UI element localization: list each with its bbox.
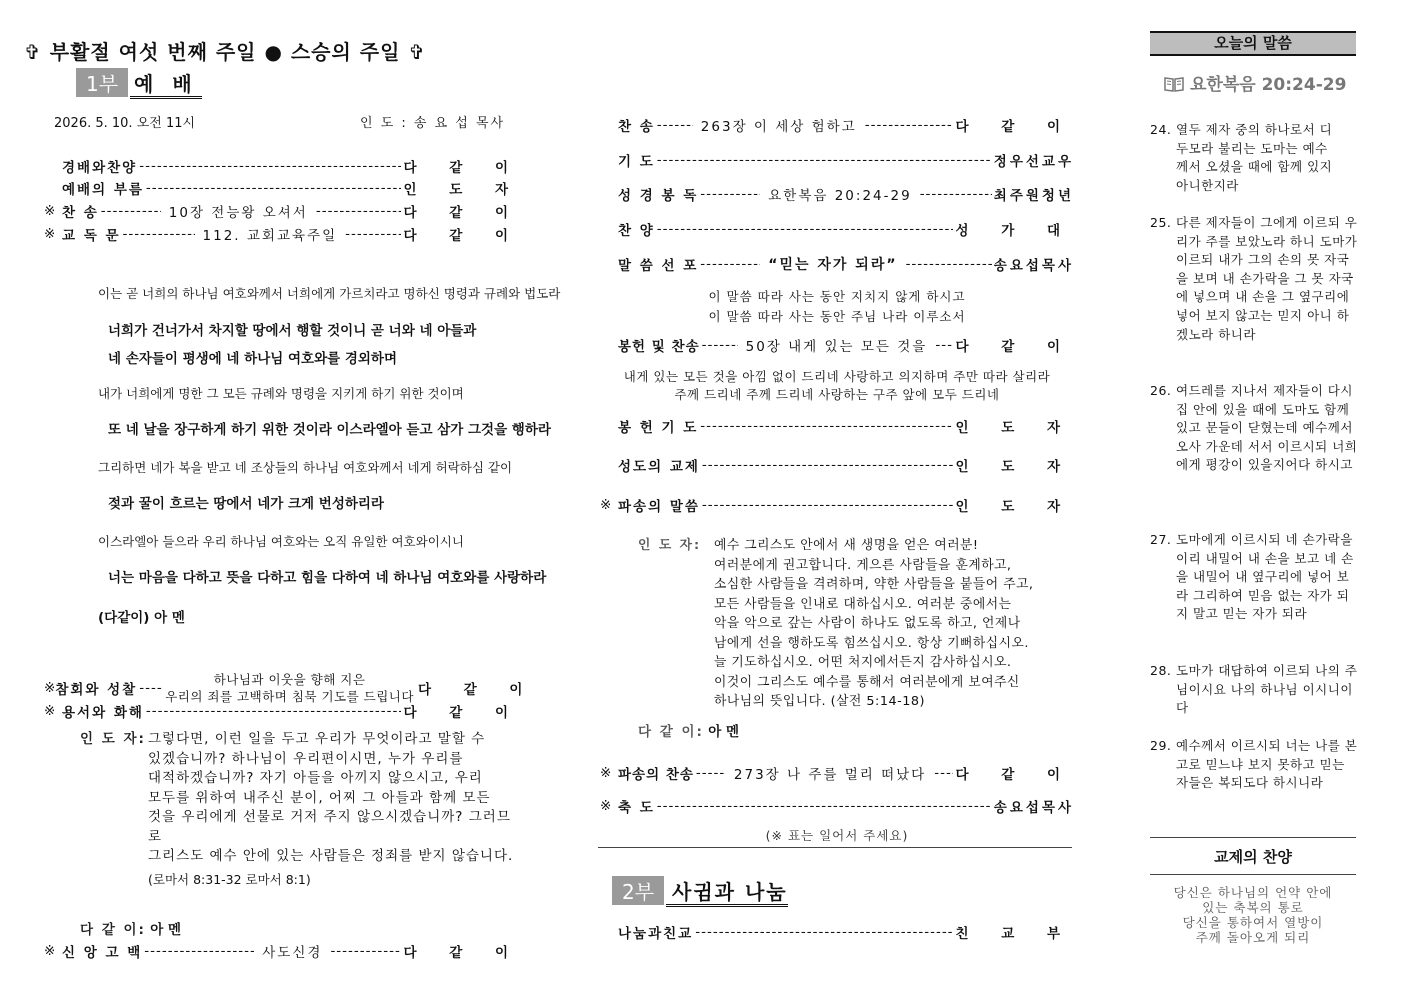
todays-word-header: 오늘의 말씀 bbox=[1150, 31, 1356, 56]
order-who: 인 도 자 bbox=[403, 182, 522, 198]
sending-line: 모든 사람들을 인내로 대하십시오. 여러분 중에서는 bbox=[714, 596, 1012, 612]
order-item-prayer bbox=[600, 150, 1074, 170]
sending-line: 소심한 사람들을 격려하며, 약한 사람들을 붙들어 주고, bbox=[714, 577, 1034, 592]
responsive-line: 이스라엘아 들으라 우리 하나님 여호와는 오직 유일한 여호와이시니 bbox=[98, 534, 464, 549]
order-who: 인 도 자 bbox=[955, 459, 1074, 475]
divider bbox=[1150, 837, 1356, 838]
order-item-choir bbox=[600, 219, 1074, 239]
divider bbox=[598, 847, 1072, 848]
order-label: 용서와 화해 bbox=[62, 705, 144, 721]
verse-27: 27. 도마에게 이르시되 네 손가락을 이리 내밀어 내 손을 보고 네 손을 내밀어 내 옆구리에 넣어 보라 그리하여 믿음 없는 자가 되지 말고 믿는 자가 되라 bbox=[1150, 532, 1354, 622]
order-mid: 사도신경 bbox=[262, 945, 323, 961]
order-who: 정우선교우 bbox=[993, 154, 1074, 170]
order-label: 찬 송 bbox=[62, 205, 99, 221]
order-item-fellowship bbox=[600, 455, 1074, 475]
responsive-line: 네 손자들이 평생에 네 하나님 여호와를 경외하며 bbox=[108, 351, 398, 367]
order-who: 다 같 이 bbox=[403, 228, 522, 244]
part1-tag: 1부 bbox=[76, 68, 128, 97]
order-item-hymn: ※ 찬 송 ----- 10장 전능왕 오셔서 ----- 다 같 이 bbox=[44, 201, 522, 221]
order-who: 최주원청년 bbox=[993, 188, 1074, 204]
sending-amen: 다 같 이: 아 멘 bbox=[638, 724, 740, 740]
order-who: 인 도 자 bbox=[955, 499, 1074, 515]
order-item-call bbox=[44, 178, 522, 198]
part2-tag: 2부 bbox=[612, 876, 664, 905]
fellowship-hymn-title: 교제의 찬양 bbox=[1214, 848, 1292, 866]
scripture-reference: 요한복음 20:24-29 bbox=[1164, 70, 1346, 97]
order-label: 봉헌 및 찬송 bbox=[618, 339, 700, 355]
order-item-confession: ※ 참회와 성찰 ----- 하나님과 이웃을 향해 지은 우리의 죄를 고백하며 침묵 기도를 드립니다 다 같 이 bbox=[44, 671, 522, 705]
bulletin-title: ✞ 부활절 여섯 번째 주일 ● 스승의 주일 ✞ bbox=[24, 40, 427, 64]
pardon-leader-label: 인 도 자: bbox=[80, 731, 146, 747]
book-icon bbox=[1164, 76, 1184, 97]
sending-line: 이것이 그리스도 예수를 통해서 여러분에게 보여주신 bbox=[714, 674, 1020, 690]
divider bbox=[1150, 874, 1356, 875]
order-label: 기 도 bbox=[618, 154, 655, 170]
part2-heading bbox=[612, 876, 788, 905]
order-item-fellowship-sharing bbox=[600, 922, 1074, 942]
responsive-line: 내가 너희에게 명한 그 모든 규례와 명령을 지키게 하기 위한 것이며 bbox=[98, 386, 464, 401]
part1-name: 예 배 bbox=[130, 72, 202, 99]
part1-heading bbox=[76, 68, 202, 97]
order-item-offering-prayer bbox=[600, 416, 1074, 436]
part2-name: 사귐과 나눔 bbox=[666, 880, 788, 907]
order-label: 성 경 봉 독 bbox=[618, 188, 699, 204]
responsive-line: 너희가 건너가서 차지할 땅에서 행할 것이니 곧 너와 네 아들과 bbox=[108, 323, 477, 339]
order-item-responsive: ※ 교 독 문 ----- 112. 교회교육주일 ----- 다 같 이 bbox=[44, 224, 522, 244]
order-mid: 263장 이 세상 험하고 bbox=[700, 119, 857, 135]
order-label: 찬 양 bbox=[618, 223, 655, 239]
service-date: 2026. 5. 10. 오전 11시 bbox=[54, 116, 196, 131]
order-label: 예배의 부름 bbox=[62, 182, 144, 198]
pardon-amen: 다 같 이: 아 멘 bbox=[80, 922, 182, 938]
order-who: 친 교 부 bbox=[955, 926, 1074, 942]
order-label: 파송의 찬송 bbox=[618, 767, 694, 783]
sending-leader-block bbox=[638, 536, 1074, 712]
order-who: 성 가 대 bbox=[955, 223, 1074, 239]
order-item-sending-word: ※ 파송의 말씀 ----- 인 도 자 bbox=[600, 495, 1074, 515]
pardon-line: 그렇다면, 이런 일을 두고 우리가 무엇이라고 말할 수 bbox=[148, 731, 486, 747]
stand-note: (※ 표는 일어서 주세요) bbox=[765, 828, 909, 843]
order-item-hymn-2 bbox=[600, 115, 1074, 135]
order-mid: 50장 내게 있는 모든 것을 bbox=[745, 339, 928, 355]
order-item-pardon: ※ 용서와 화해 ----- 다 같 이 bbox=[44, 701, 522, 721]
order-who: 다 같 이 bbox=[955, 339, 1074, 355]
verse-24: 24. 열두 제자 중의 하나로서 디두모라 불리는 도마는 예수께서 오셨을 때에 함께 있지 아니한지라 bbox=[1150, 122, 1333, 193]
sending-line: 남에게 선을 행하도록 힘쓰십시오. 항상 기뻐하십시오. bbox=[714, 635, 1029, 651]
order-who: 인 도 자 bbox=[955, 420, 1074, 436]
verse-28: 28. 도마가 대답하여 이르되 나의 주님이시요 나의 하나님 이시니이다 bbox=[1150, 663, 1358, 716]
order-label: 참회와 성찰 bbox=[55, 682, 138, 698]
order-label: 찬 송 bbox=[618, 119, 655, 135]
responsive-line: 그리하면 네가 복을 받고 네 조상들의 하나님 여호와께서 네게 허락하심 같이 bbox=[98, 460, 513, 475]
responsive-line: 젖과 꿀이 흐르는 땅에서 네가 크게 번성하리라 bbox=[108, 496, 384, 512]
sending-line: 하나님의 뜻입니다. (살전 5:14-18) bbox=[714, 694, 926, 709]
sermon-response-1: 이 말씀 따라 사는 동안 지치지 않게 하시고 bbox=[708, 289, 966, 304]
order-mid: 112. 교회교육주일 bbox=[202, 228, 338, 244]
pardon-line: 그리스도 예수 안에 있는 사람들은 정죄를 받지 않습니다. bbox=[148, 848, 514, 864]
order-label: 성도의 교제 bbox=[618, 459, 700, 475]
order-who: 다 같 이 bbox=[955, 119, 1074, 135]
order-label: 축 도 bbox=[618, 800, 655, 816]
offering-hymn-line-1: 내게 있는 모든 것을 아낌 없이 드리네 사랑하고 의지하며 주만 따라 살리라 bbox=[623, 369, 1051, 384]
service-leader: 인 도 : 송 요 섭 목사 bbox=[360, 116, 506, 131]
pardon-line: 대적하겠습니까? 자기 아들을 아끼지 않으시고, 우리 bbox=[148, 770, 483, 786]
order-mid: 273장 나 주를 멀리 떠났다 bbox=[733, 767, 927, 783]
order-who: 다 같 이 bbox=[403, 945, 522, 961]
responsive-line: 이는 곧 너희의 하나님 여호와께서 너희에게 가르치라고 명하신 명령과 규례와 법도라 bbox=[98, 286, 561, 301]
order-item-offering bbox=[600, 335, 1074, 355]
order-who: 다 같 이 bbox=[403, 205, 522, 221]
order-who: 송요섭목사 bbox=[993, 258, 1074, 274]
order-who: 다 같 이 bbox=[417, 682, 537, 698]
order-who: 송요섭목사 bbox=[993, 800, 1074, 816]
order-item-benediction: ※ 축 도 ----- 송요섭목사 bbox=[600, 796, 1074, 816]
order-label: 나눔과친교 bbox=[618, 926, 694, 942]
confession-line-2: 우리의 죄를 고백하며 침묵 기도를 드립니다 bbox=[165, 689, 414, 704]
offering-hymn-line-2: 주께 드리네 주께 드리네 사랑하는 구주 앞에 모두 드리네 bbox=[674, 387, 1000, 402]
sending-line: 여러분에게 권고합니다. 게으른 사람들을 훈계하고, bbox=[714, 557, 1012, 573]
sending-leader-label: 인 도 자: bbox=[638, 538, 702, 553]
responsive-line: 너는 마음을 다하고 뜻을 다하고 힘을 다하여 네 하나님 여호와를 사랑하라 bbox=[108, 570, 547, 586]
pardon-reference: (로마서 8:31-32 로마서 8:1) bbox=[148, 872, 311, 887]
order-label: 교 독 문 bbox=[62, 228, 121, 244]
sermon-title: “믿는 자가 되라” bbox=[768, 257, 898, 273]
sending-line: 악을 악으로 갚는 사람이 하나도 없도록 하고, 언제나 bbox=[714, 616, 1021, 631]
pardon-line: 있겠습니까? 하나님이 우리편이시면, 누가 우리를 bbox=[148, 750, 464, 767]
sermon-response-2: 이 말씀 따라 사는 동안 주님 나라 이루소서 bbox=[708, 309, 966, 324]
order-mid: 10장 전능왕 오셔서 bbox=[168, 205, 308, 221]
sending-line: 늘 기도하십시오. 어떤 처지에서든지 감사하십시오. bbox=[714, 655, 1012, 670]
responsive-amen: (다같이) 아 멘 bbox=[98, 610, 185, 626]
order-mid: 요한복음 20:24-29 bbox=[768, 188, 912, 204]
pardon-line: 모두를 위하여 내주신 분이, 어찌 그 아들과 함께 모든 bbox=[148, 789, 491, 806]
order-item-sermon bbox=[600, 254, 1074, 274]
confession-line-1: 하나님과 이웃을 향해 지은 bbox=[213, 672, 366, 687]
pardon-leader-block bbox=[80, 730, 520, 867]
order-who: 다 같 이 bbox=[403, 160, 522, 176]
order-item-sending-hymn: ※ 파송의 찬송 ----- 273장 나 주를 멀리 떠났다 ----- 다 같 이 bbox=[600, 763, 1074, 783]
sending-line: 예수 그리스도 안에서 새 생명을 얻은 여러분! bbox=[714, 538, 979, 553]
order-label: 파송의 말씀 bbox=[618, 499, 700, 515]
verse-26: 26. 여드레를 지나서 제자들이 다시 집 안에 있을 때에 도마도 함께 있고 문들이 닫혔는데 예수께서 오사 가운데 서서 이르시되 너희에게 평강이 있을지어다 하시고 bbox=[1150, 383, 1358, 473]
order-who: 다 같 이 bbox=[955, 767, 1074, 783]
order-label: 신 앙 고 백 bbox=[62, 945, 143, 961]
verse-29: 29. 예수께서 이르시되 너는 나를 본 고로 믿느냐 보지 못하고 믿는 자들은 복되도다 하시니라 bbox=[1150, 738, 1358, 791]
order-item-reading bbox=[600, 184, 1074, 204]
order-item-creed: ※ 신 앙 고 백 ----- 사도신경 ----- 다 같 이 bbox=[44, 941, 522, 961]
order-label: 말 씀 선 포 bbox=[618, 258, 699, 274]
pardon-line: 것을 우리에게 선물로 거저 주지 않으시겠습니까? 그러므로 bbox=[148, 809, 511, 845]
order-label: 경배와찬양 bbox=[62, 160, 138, 176]
fellowship-hymn-lyrics: 당신은 하나님의 언약 안에 있는 축복의 통로 당신을 통하여서 열방이 주께 돌아오게 되리 bbox=[1173, 885, 1333, 945]
responsive-line: 또 네 날을 장구하게 하기 위한 것이라 이스라엘아 듣고 삼가 그것을 행하라 bbox=[108, 422, 551, 438]
verse-25: 25. 다른 제자들이 그에게 이르되 우리가 주를 보았노라 하니 도마가 이르되 내가 그의 손의 못 자국을 보며 내 손가락을 그 못 자국에 넣으며 내 손을 그 옆구리에 넣어 보지 않고는 믿지 아니 하겠노라 하니라 bbox=[1150, 215, 1358, 342]
order-item-praise bbox=[44, 156, 522, 176]
order-label: 봉 헌 기 도 bbox=[618, 420, 699, 436]
order-who: 다 같 이 bbox=[403, 705, 522, 721]
